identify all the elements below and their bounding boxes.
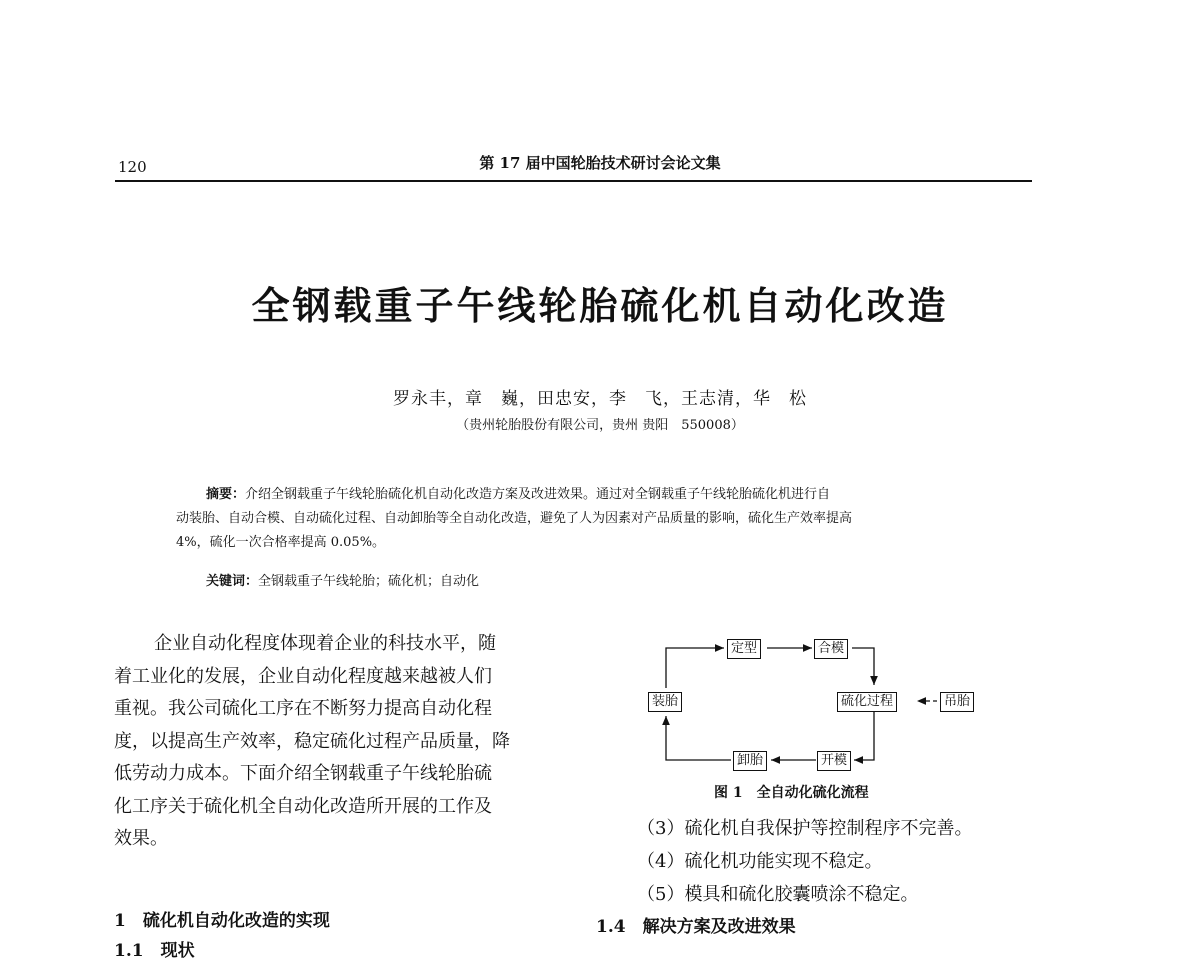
body-line: 低劳动力成本。下面介绍全钢载重子午线轮胎硫 xyxy=(114,763,492,784)
body-line: 企业自动化程度体现着企业的科技水平，随 xyxy=(154,633,496,654)
arrow-hemo-liuhua xyxy=(852,648,874,685)
keywords-text: 全钢载重子午线轮胎；硫化机；自动化 xyxy=(258,574,480,589)
list-item: （3）硫化机自我保护等控制程序不完善。 xyxy=(637,818,973,839)
running-header: 第 17 届中国轮胎技术研讨会论文集 xyxy=(479,154,721,172)
flow-box-diaotai: 吊胎 xyxy=(940,692,974,712)
figure-caption: 图 1 全自动化硫化流程 xyxy=(714,785,869,801)
keywords-label: 关键词： xyxy=(206,574,259,589)
abstract-label: 摘要： xyxy=(206,487,246,502)
list-item: （4）硫化机功能实现不稳定。 xyxy=(637,851,883,872)
body-line: 效果。 xyxy=(114,828,168,849)
flow-box-hemo: 合模 xyxy=(814,639,848,659)
section-heading-1-1: 1.1 现状 xyxy=(114,941,195,961)
flow-box-dingxing: 定型 xyxy=(727,639,761,659)
abstract-line: 动装胎、自动合模、自动硫化过程、自动卸胎等全自动化改造，避免了人为因素对产品质量的影响，硫化生产效率提高 xyxy=(176,511,853,526)
section-heading-1-4: 1.4 解决方案及改进效果 xyxy=(596,917,796,937)
abstract-line: 摘要：介绍全钢载重子午线轮胎硫化机自动化改造方案及改进效果。通过对全钢载重子午线轮胎硫化机进行自 xyxy=(206,487,831,502)
section-heading-1: 1 硫化机自动化改造的实现 xyxy=(114,911,330,931)
authors: 罗永丰，章 巍，田忠安，李 飞，王志清，华 松 xyxy=(393,389,807,409)
body-line: 化工序关于硫化机全自动化改造所开展的工作及 xyxy=(114,795,492,817)
arrow-xietai-zhuangtai xyxy=(666,716,731,760)
body-line: 着工业化的发展，企业自动化程度越来越被人们 xyxy=(114,665,492,687)
body-line: 重视。我公司硫化工序在不断努力提高自动化程 xyxy=(114,698,492,719)
body-line: 度，以提高生产效率，稳定硫化过程产品质量，降 xyxy=(114,730,510,752)
flow-box-xietai: 卸胎 xyxy=(733,751,767,771)
paper-title: 全钢载重子午线轮胎硫化机自动化改造 xyxy=(251,284,949,328)
arrow-liuhua-kaimo xyxy=(854,711,874,760)
affiliation: （贵州轮胎股份有限公司，贵州 贵阳 550008） xyxy=(456,418,744,433)
flow-box-kaimo: 开模 xyxy=(817,751,851,771)
flow-box-zhuangtai: 装胎 xyxy=(648,692,682,712)
arrow-zhuangtai-dingxing xyxy=(666,648,724,688)
abstract-line: 4%，硫化一次合格率提高 0.05%。 xyxy=(176,535,386,550)
page-number: 120 xyxy=(118,158,147,176)
flow-box-liuhua: 硫化过程 xyxy=(837,692,897,712)
list-item: （5）模具和硫化胶囊喷涂不稳定。 xyxy=(637,884,919,905)
